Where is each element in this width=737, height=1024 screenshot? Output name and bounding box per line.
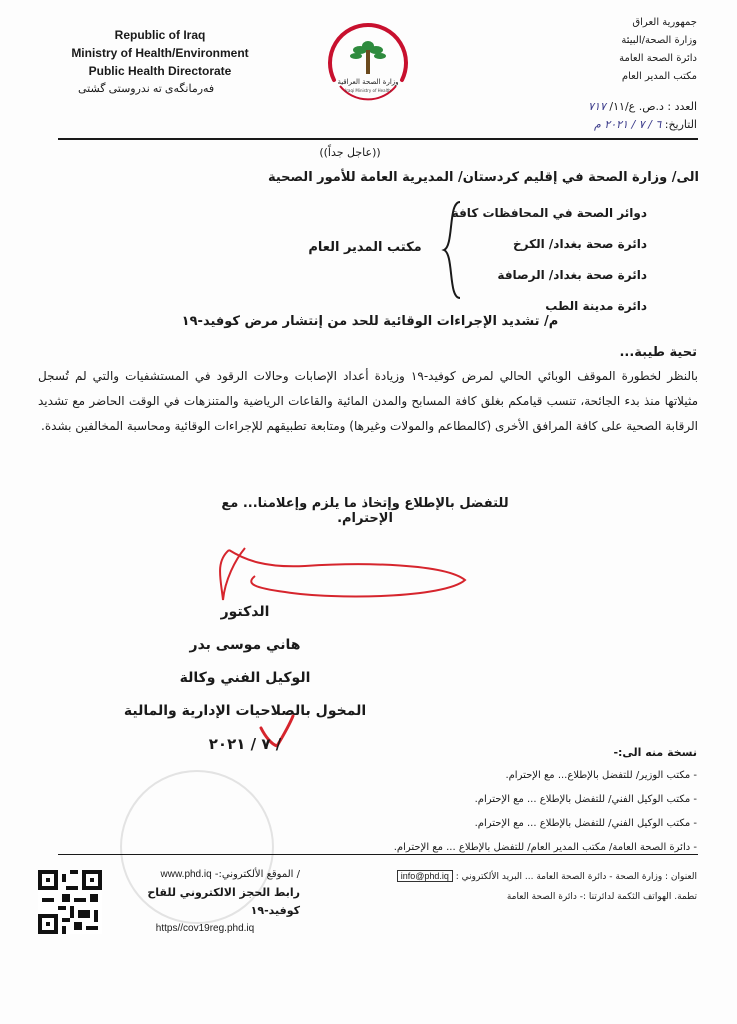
cc-item: - مكتب الوكيل الفني/ للتفضل بالإطلاع ... مع الإحترام. [474, 794, 697, 805]
header-kurdish: فەرمانگەی تە ندروستی گشتی [78, 83, 215, 95]
greeting: تحية طيبة... [619, 345, 697, 360]
footer-divider [58, 854, 698, 855]
reference-number-label: العدد : د.ص. ع/١١/ [609, 100, 697, 113]
header-ar-line4: مكتب المدير العام [621, 71, 697, 82]
distribution-item: دوائر الصحة في المحافظات كافة [451, 206, 647, 220]
signature-block [120, 596, 370, 761]
signature-name: هاني موسى بدر [189, 637, 301, 653]
reference-date-label: التاريخ: [664, 118, 697, 131]
english-header [60, 26, 260, 98]
cc-item: - دائرة الصحة العامة/ مكتب المدير العام/ للتفضل بالإطلاع ... مع الإحترام. [393, 842, 697, 853]
footer-phone: تطمة. الهواتف الثكمة لدائرتنا :- دائرة الصحة العامة [506, 892, 697, 902]
email-link[interactable]: info@phd.iq [397, 870, 453, 882]
reference-date-value: ٦ / ٧ / ٢٠٢١ م [594, 118, 662, 131]
distribution-item: دائرة صحة بغداد/ الرصافة [497, 268, 647, 282]
cc-title: نسخة منه الى:- [613, 746, 697, 759]
recipient-line: الى/ وزارة الصحة في إقليم كردستان/ المديرية العامة للأمور الصحية [267, 170, 699, 185]
reference-block [457, 98, 697, 134]
distribution-list [447, 198, 647, 322]
reference-date [457, 116, 697, 134]
header-divider [58, 138, 698, 140]
body-text: بالنظر لخطورة الموقف الوبائي الحالي لمرض كوفيد-١٩ وزيادة أعداد الإصابات وحالات الرقود في المستشفيات والتي لم تُسجل مثيلاتها منذ بدء الجائحة، تنسب قيامكم بغلق كافة المسابح والمدن المائية والقاعات الرياضية والمتنزهات في الوقت الحاضر مع تشديد الرقابة الصحية على كافة المرافق الأخرى (كالمطاعم والمولات وغيرها) ومتابعة تطبيقهم للإجراءات الوقائية ومحاسبة المخالفين بشدة. [38, 369, 699, 433]
reference-number [457, 98, 697, 116]
footer-registration [110, 866, 300, 938]
ministry-logo [320, 14, 416, 114]
footer-address-line [277, 866, 697, 887]
header-en-line2: Ministry of Health/Environment [71, 46, 249, 60]
header-en-line1: Republic of Iraq [114, 28, 206, 42]
curly-brace [440, 200, 466, 300]
website-label: / الموقع الألكتروني:- [214, 869, 300, 880]
signature-date: / ٧ / ٢٠٢١ [208, 735, 282, 753]
logo-text: وزارة الصحة العراقية [337, 78, 399, 86]
closing-line: للتفضل بالإطلاع وإتخاذ ما يلزم وإعلامنا... مع الإحترام. [221, 496, 509, 526]
header-ar-line3: دائرة الصحة العامة [619, 53, 697, 64]
cc-item: - مكتب الوكيل الفني/ للتفضل بالإطلاع ... مع الإحترام. [474, 818, 697, 829]
distribution-item: دائرة صحة بغداد/ الكرخ [513, 237, 647, 251]
urgent-label: ((عاجل جداً)) [319, 146, 381, 159]
cc-list [367, 764, 697, 860]
footer-address: العنوان : وزارة الصحة - دائرة الصحة العامة ... البريد الألكتروني : [455, 872, 697, 882]
header-ar-line2: وزارة الصحة/البيئة [621, 35, 697, 46]
qr-code [38, 870, 102, 934]
dg-office: مكتب المدير العام [308, 240, 422, 255]
signature-authority: المخول بالصلاحيات الإدارية والمالية [123, 703, 367, 719]
signature-role: الوكيل الفني وكالة [179, 670, 311, 686]
footer-contact [277, 866, 697, 907]
website-link[interactable]: www.phd.iq [160, 869, 212, 880]
subject-line: م/ تشديد الإجراءات الوقائية للحد من إنتشار مرض كوفيد-١٩ [181, 314, 559, 329]
signature-title: الدكتور [220, 604, 270, 620]
header-en-line3: Public Health Directorate [88, 64, 232, 78]
registration-label: رابط الحجز الالكتروني للقاح كوفيد-١٩ [147, 886, 300, 917]
arabic-header [497, 14, 697, 86]
header-ar-line1: جمهورية العراق [632, 17, 697, 28]
reference-number-handwritten: ٧١٧ [588, 100, 606, 113]
logo-subtext: Iraqi Ministry of Health [345, 88, 391, 93]
registration-url[interactable]: https//cov19reg.phd.iq [155, 923, 255, 934]
cc-item: - مكتب الوزير/ للتفضل بالإطلاع... مع الإحترام. [505, 770, 697, 781]
distribution-item: دائرة مدينة الطب [545, 299, 647, 313]
footer-website [110, 866, 300, 884]
